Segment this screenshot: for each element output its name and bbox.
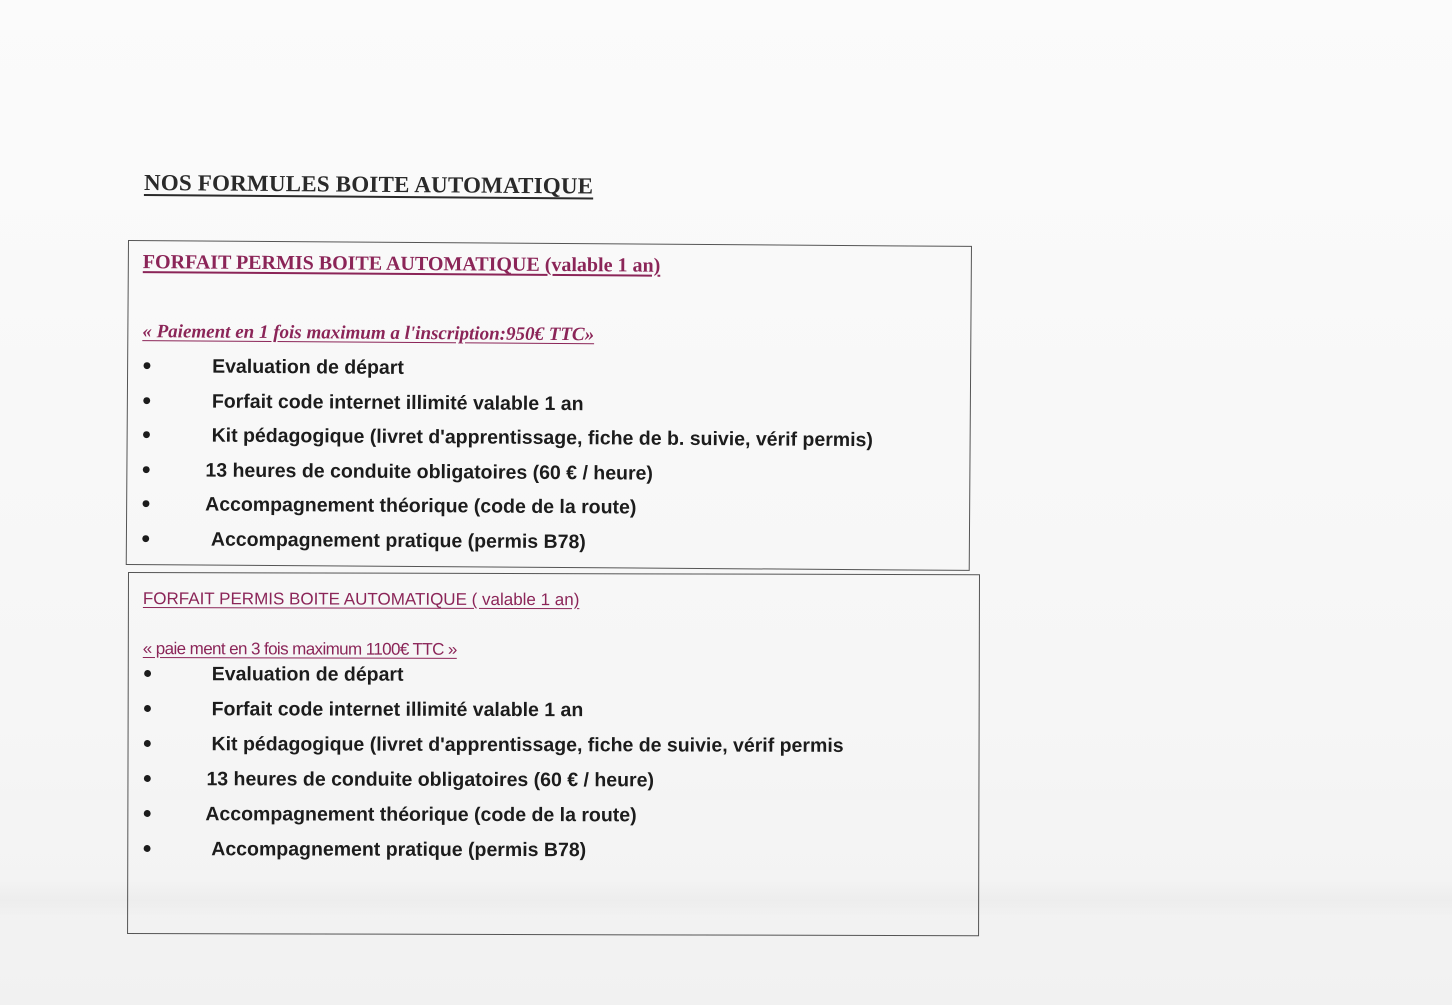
bullet-icon: ● <box>142 357 152 375</box>
list-item-text: Kit pédagogique (livret d'apprentissage, fiche de suivie, vérif permis <box>211 733 844 757</box>
list-item-text: Accompagnement théorique (code de la route) <box>205 803 637 827</box>
list-item-text: Evaluation de départ <box>212 355 404 379</box>
list-item-text: 13 heures de conduite obligatoires (60 € / heure) <box>205 459 654 485</box>
offer-payment-terms: « paie ment en 3 fois maximum 1100€ TTC » <box>142 639 457 659</box>
list-item-text: Accompagnement pratique (permis B78) <box>211 838 587 862</box>
offer-title: FORFAIT PERMIS BOITE AUTOMATIQUE ( valable 1 an) <box>142 589 580 610</box>
list-item-text: 13 heures de conduite obligatoires (60 € / heure) <box>206 768 655 792</box>
bullet-icon: ● <box>140 529 151 547</box>
offer-features-list <box>128 661 844 871</box>
offer-payment-terms: « Paiement en 1 fois maximum a l'inscription:950€ TTC» <box>142 321 595 346</box>
offer-box-2 <box>127 572 980 936</box>
bullet-icon: ● <box>142 770 153 788</box>
offer-title: FORFAIT PERMIS BOITE AUTOMATIQUE (valable 1 an) <box>142 251 661 277</box>
bullet-icon: ● <box>142 735 153 753</box>
bullet-icon: ● <box>141 391 152 409</box>
bullet-icon: ● <box>141 495 151 513</box>
offer-box-1 <box>126 240 972 571</box>
list-item-text: Kit pédagogique (livret d'apprentissage, fiche de b. suivie, vérif permis) <box>211 424 873 452</box>
bullet-icon: ● <box>142 805 153 823</box>
list-item-text: Accompagnement pratique (permis B78) <box>210 528 586 553</box>
bullet-icon: ● <box>142 700 153 718</box>
bullet-icon: ● <box>141 426 152 444</box>
list-item-text: Evaluation de départ <box>211 663 404 686</box>
offer-features-list <box>127 353 873 560</box>
list-item-text: Accompagnement théorique (code de la route) <box>205 493 637 519</box>
bullet-icon: ● <box>142 665 153 683</box>
bullet-icon: ● <box>142 840 152 858</box>
page-title: NOS FORMULES BOITE AUTOMATIQUE <box>143 170 594 199</box>
bullet-icon: ● <box>141 460 152 478</box>
list-item-text: Forfait code internet illimité valable 1 an <box>211 698 584 722</box>
list-item-text: Forfait code internet illimité valable 1 an <box>211 390 584 415</box>
